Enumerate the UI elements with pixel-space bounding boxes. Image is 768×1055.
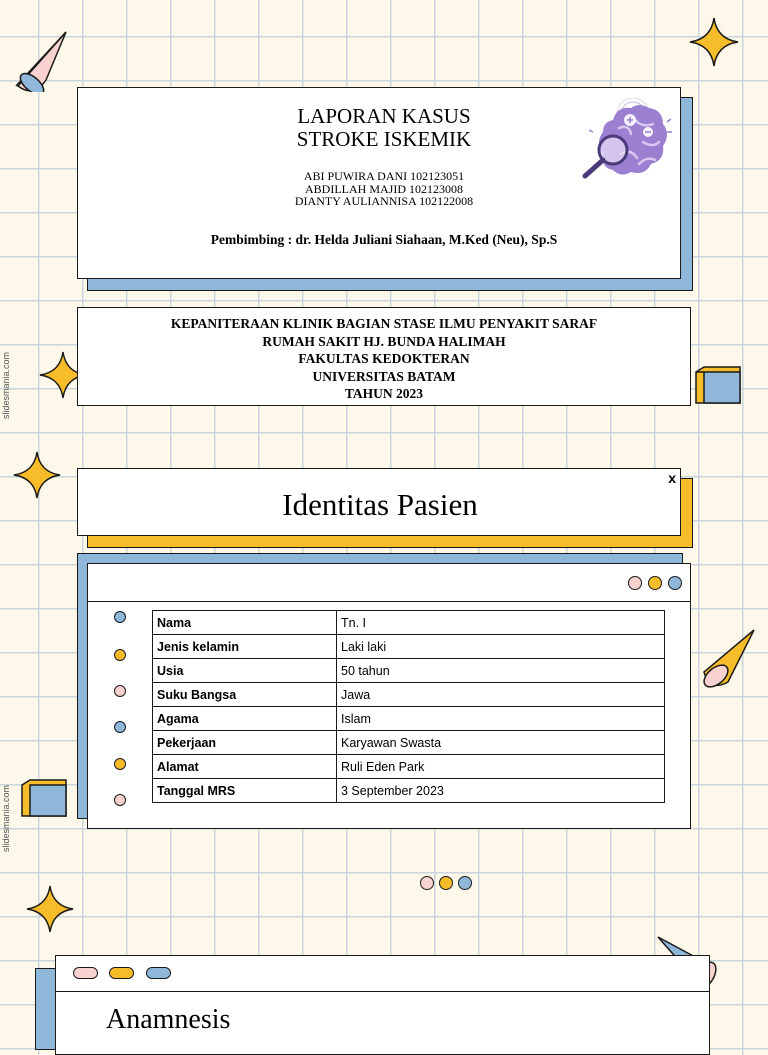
title-card: [77, 87, 681, 279]
watermark-text: slidesmania.com: [1, 352, 11, 420]
table-row: [153, 659, 665, 683]
report-title-line2: STROKE ISKEMIK: [296, 127, 472, 151]
bullet-dot: [114, 758, 126, 770]
window-dot-blue: [668, 576, 682, 590]
table-row: [153, 755, 665, 779]
cone-decoration-icon: [698, 628, 758, 690]
divider-dot-yellow: [439, 876, 453, 890]
institution-card: [77, 307, 691, 406]
row-label: Alamat: [153, 755, 337, 779]
patient-identity-table: [152, 610, 665, 803]
close-icon[interactable]: x: [668, 470, 676, 486]
row-label: Tanggal MRS: [153, 779, 337, 803]
window-dot-pink: [628, 576, 642, 590]
patient-table-window: [87, 563, 691, 829]
window-pill-yellow: [109, 967, 134, 979]
brain-magnifier-icon: [573, 98, 673, 190]
cone-decoration-icon: [10, 28, 72, 92]
window-titlebar: [56, 956, 709, 992]
supervisor-text: Pembimbing : dr. Helda Juliani Siahaan, M.Ked (Neu), Sp.S: [210, 232, 558, 247]
identity-title-card: [77, 468, 681, 536]
window-titlebar: [88, 564, 690, 602]
report-title-line1: LAPORAN KASUS: [297, 104, 471, 128]
row-value: 3 September 2023: [337, 779, 665, 803]
divider-dot-pink: [420, 876, 434, 890]
divider-dot-blue: [458, 876, 472, 890]
institution-line: FAKULTAS KEDOKTERAN: [298, 351, 470, 366]
sparkle-star-icon: [12, 450, 62, 500]
bullet-dot: [114, 685, 126, 697]
row-label: Pekerjaan: [153, 731, 337, 755]
row-label: Suku Bangsa: [153, 683, 337, 707]
window-pill-pink: [73, 967, 98, 979]
row-value: Tn. I: [337, 611, 665, 635]
sparkle-star-icon: [688, 16, 740, 68]
institution-line: KEPANITERAAN KLINIK BAGIAN STASE ILMU PENYAKIT SARAF: [170, 316, 598, 331]
row-value: 50 tahun: [337, 659, 665, 683]
row-value: Ruli Eden Park: [337, 755, 665, 779]
institution-line: TAHUN 2023: [344, 386, 424, 401]
bullet-dot: [114, 611, 126, 623]
anamnesis-title: Anamnesis: [106, 1004, 231, 1035]
bullet-dot: [114, 794, 126, 806]
bullet-dot: [114, 721, 126, 733]
table-row: [153, 779, 665, 803]
table-row: [153, 731, 665, 755]
row-label: Agama: [153, 707, 337, 731]
table-row: [153, 635, 665, 659]
author-line: ABDILLAH MAJID 102123008: [305, 182, 463, 196]
table-row: [153, 611, 665, 635]
row-value: Karyawan Swasta: [337, 731, 665, 755]
author-line: DIANTY AULIANNISA 102122008: [294, 194, 474, 208]
identity-title: Identitas Pasien: [282, 487, 478, 522]
watermark-text: slidesmania.com: [1, 785, 11, 853]
window-pill-blue: [146, 967, 171, 979]
row-value: Islam: [337, 707, 665, 731]
row-label: Usia: [153, 659, 337, 683]
row-label: Jenis kelamin: [153, 635, 337, 659]
table-row: [153, 707, 665, 731]
row-value: Jawa: [337, 683, 665, 707]
cube-decoration-icon: [20, 779, 68, 819]
row-value: Laki laki: [337, 635, 665, 659]
table-row: [153, 683, 665, 707]
institution-line: RUMAH SAKIT HJ. BUNDA HALIMAH: [262, 333, 506, 349]
bullet-dot: [114, 649, 126, 661]
window-dot-yellow: [648, 576, 662, 590]
sparkle-star-icon: [25, 884, 75, 934]
anamnesis-window: [55, 955, 710, 1055]
row-label: Nama: [153, 611, 337, 635]
cube-decoration-icon: [694, 366, 742, 406]
institution-line: UNIVERSITAS BATAM: [312, 368, 456, 384]
author-line: ABI PUWIRA DANI 102123051: [303, 169, 465, 183]
